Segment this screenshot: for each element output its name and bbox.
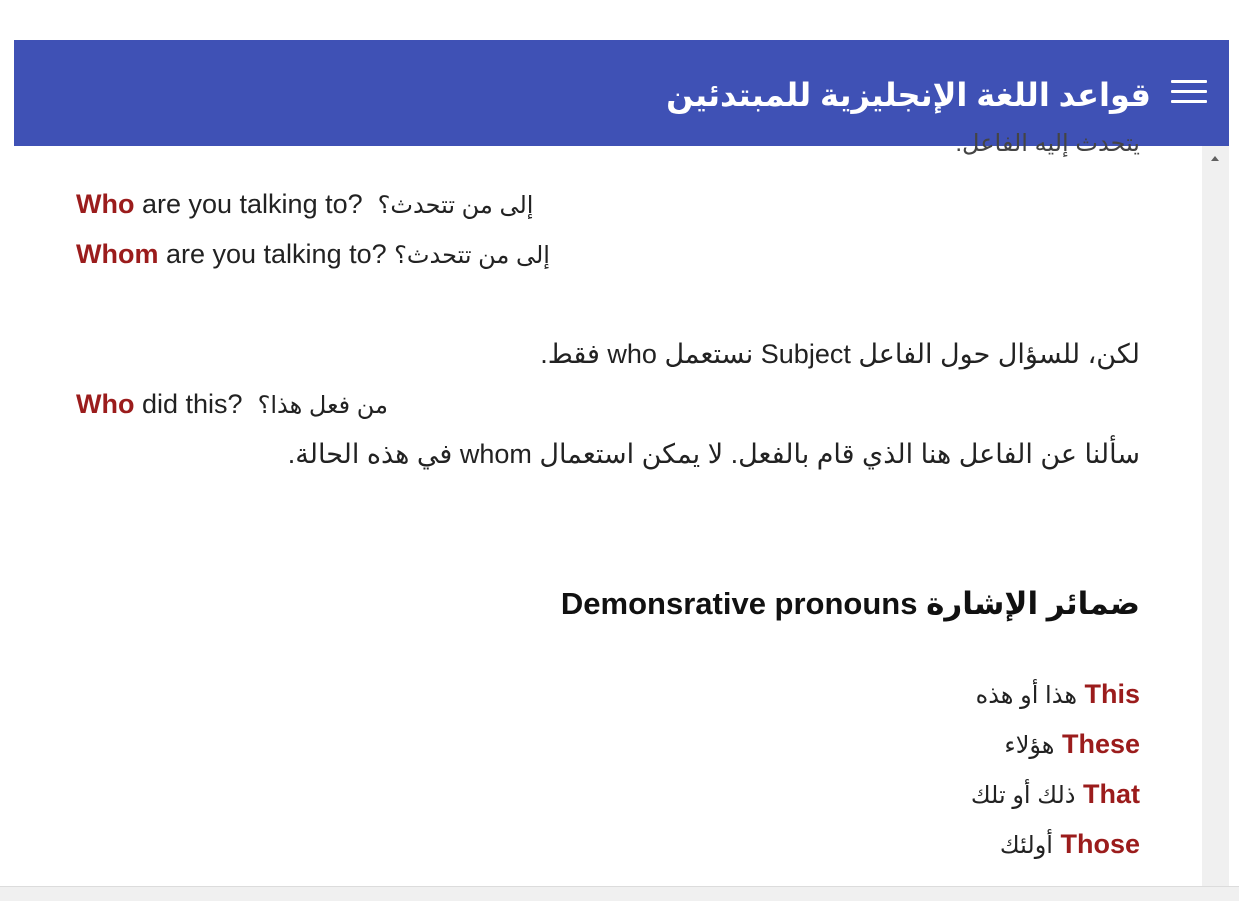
lesson-content[interactable] (14, 130, 1202, 886)
example-sentence: are you talking to? (134, 189, 363, 219)
clipped-paragraph: يتحدث إليه الفاعل. (955, 130, 1140, 157)
demonstrative-row (1000, 826, 1140, 864)
example-pronoun: Who (76, 189, 135, 219)
demonstrative-row (976, 676, 1140, 714)
subject-note: لكن، للسؤال حول الفاعل Subject نستعمل who فقط. (540, 339, 1140, 369)
example-translation: من فعل هذا؟ (257, 392, 388, 419)
demonstrative-english: This (1084, 679, 1140, 709)
scroll-up-arrow-icon[interactable] (1211, 156, 1219, 161)
subject-explanation: سألنا عن الفاعل هنا الذي قام بالفعل. لا يمكن استعمال whom في هذه الحالة. (287, 439, 1140, 469)
window-top-strip (0, 0, 1239, 40)
example-row (76, 236, 550, 274)
horizontal-scrollbar[interactable] (0, 886, 1239, 901)
demonstrative-row (1004, 726, 1140, 764)
example-row (76, 186, 533, 224)
demonstrative-english: Those (1060, 829, 1140, 859)
example-translation: إلى من تتحدث؟ (377, 192, 534, 219)
vertical-scrollbar[interactable] (1202, 146, 1229, 886)
demonstrative-arabic: ذلك أو تلك (970, 782, 1076, 809)
example-pronoun: Whom (76, 239, 159, 269)
example-row (76, 386, 388, 424)
demonstrative-arabic: أولئك (999, 832, 1053, 859)
example-translation: إلى من تتحدث؟ (394, 242, 550, 269)
example-sentence: are you talking to? (158, 239, 387, 269)
demonstrative-english: That (1083, 779, 1140, 809)
app-title: قواعد اللغة الإنجليزية للمبتدئين (666, 77, 1151, 113)
example-sentence: did this? (134, 389, 243, 419)
demonstrative-arabic: هؤلاء (1004, 732, 1055, 759)
example-pronoun: Who (76, 389, 135, 419)
section-heading: ضمائر الإشارة Demonsrative pronouns (560, 586, 1140, 621)
demonstrative-english: These (1061, 729, 1140, 759)
hamburger-menu-icon[interactable] (1171, 78, 1207, 106)
demonstrative-row (971, 776, 1140, 814)
demonstrative-arabic: هذا أو هذه (975, 682, 1077, 709)
